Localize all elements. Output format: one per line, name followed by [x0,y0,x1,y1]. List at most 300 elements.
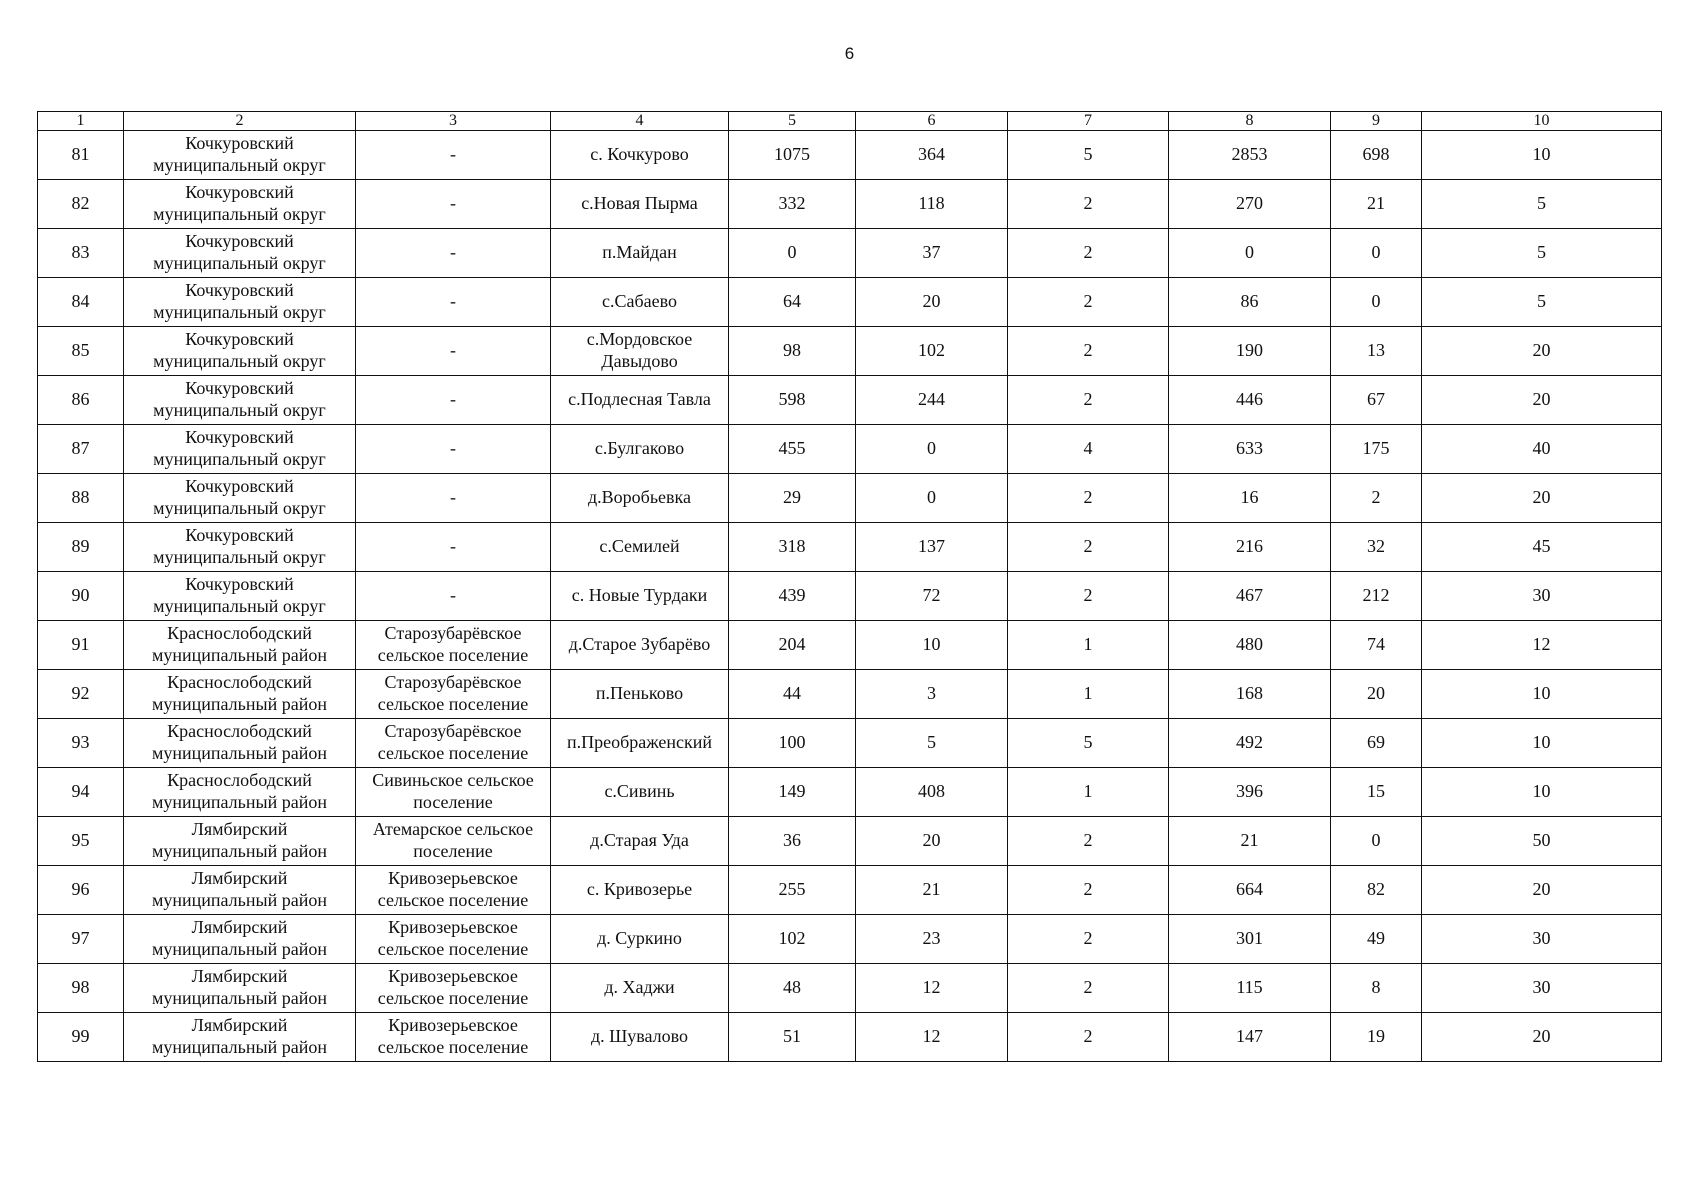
locality-cell [551,327,729,376]
value-cell-col10: 5 [1422,229,1662,278]
value-cell-col5: 318 [729,523,856,572]
settlement-cell-line-1: Старозубарёвское [384,721,522,742]
locality-cell [551,572,729,621]
municipality-cell-line-2: муниципальный округ [153,155,326,175]
municipality-cell-line-1: Лямбирский [191,917,288,938]
municipality-cell-line-1: Лямбирский [191,868,288,889]
value-cell-col10: 20 [1422,327,1662,376]
table-body [38,131,1662,1062]
value-cell-col7: 2 [1008,474,1169,523]
municipality-cell-line-2: муниципальный округ [153,449,326,469]
settlement-cell [356,327,551,376]
settlement-cell [356,621,551,670]
value-cell-col9: 698 [1331,131,1422,180]
row-number-cell: 91 [38,621,124,670]
row-number-cell: 83 [38,229,124,278]
value-cell-col8: 21 [1169,817,1331,866]
municipality-cell-line-2: муниципальный округ [153,204,326,224]
table-row [38,180,1662,229]
municipality-cell-line-2: муниципальный район [151,939,327,959]
settlement-cell [356,229,551,278]
settlement-cell-line-1: - [450,291,456,312]
municipality-cell-line-1: Кочкуровский [185,574,294,595]
settlement-cell-line-1: Кривозерьевское [388,917,518,938]
value-cell-col6: 12 [856,1013,1008,1062]
column-header: 3 [356,112,551,131]
municipality-cell [124,915,356,964]
value-cell-col7: 5 [1008,131,1169,180]
value-cell-col9: 2 [1331,474,1422,523]
value-cell-col10: 45 [1422,523,1662,572]
value-cell-col9: 32 [1331,523,1422,572]
value-cell-col5: 44 [729,670,856,719]
municipality-cell-line-1: Кочкуровский [185,280,294,301]
municipality-cell [124,1013,356,1062]
settlement-cell-line-1: - [450,487,456,508]
table-row [38,229,1662,278]
value-cell-col10: 30 [1422,964,1662,1013]
value-cell-col7: 5 [1008,719,1169,768]
table-row [38,915,1662,964]
value-cell-col9: 82 [1331,866,1422,915]
value-cell-col6: 23 [856,915,1008,964]
table-row [38,621,1662,670]
value-cell-col9: 0 [1331,278,1422,327]
table-row [38,131,1662,180]
locality-cell-line-1: с.Семилей [599,536,680,557]
row-number-cell: 95 [38,817,124,866]
settlement-cell-line-2: поселение [413,841,493,861]
column-header: 6 [856,112,1008,131]
value-cell-col8: 664 [1169,866,1331,915]
row-number-cell: 97 [38,915,124,964]
settlement-cell [356,817,551,866]
settlement-cell-line-1: - [450,193,456,214]
value-cell-col7: 2 [1008,180,1169,229]
table-row [38,327,1662,376]
settlement-cell-line-1: Кривозерьевское [388,868,518,889]
municipality-cell-line-1: Лямбирский [191,966,288,987]
value-cell-col10: 10 [1422,131,1662,180]
settlement-cell-line-1: - [450,585,456,606]
table-row [38,817,1662,866]
settlement-cell-line-1: Старозубарёвское [384,672,522,693]
municipality-cell-line-2: муниципальный округ [153,498,326,518]
table-row [38,523,1662,572]
page-number: 6 [844,44,855,63]
value-cell-col7: 2 [1008,327,1169,376]
value-cell-col5: 100 [729,719,856,768]
value-cell-col8: 115 [1169,964,1331,1013]
municipality-cell-line-2: муниципальный район [151,841,327,861]
municipality-cell-line-2: муниципальный округ [153,302,326,322]
municipality-cell [124,523,356,572]
locality-cell [551,376,729,425]
value-cell-col7: 2 [1008,376,1169,425]
locality-cell-line-1: п.Преображенский [566,732,713,753]
value-cell-col10: 20 [1422,474,1662,523]
municipality-cell-line-1: Краснослободский [167,672,312,693]
value-cell-col6: 408 [856,768,1008,817]
row-number-cell: 86 [38,376,124,425]
locality-cell-line-1: с. Новые Турдаки [571,585,708,606]
row-number-cell: 93 [38,719,124,768]
value-cell-col8: 168 [1169,670,1331,719]
table-row [38,425,1662,474]
settlement-cell-line-1: Сивиньское сельское [372,770,534,791]
value-cell-col8: 2853 [1169,131,1331,180]
value-cell-col8: 270 [1169,180,1331,229]
settlement-cell [356,523,551,572]
value-cell-col8: 86 [1169,278,1331,327]
value-cell-col9: 175 [1331,425,1422,474]
value-cell-col9: 13 [1331,327,1422,376]
value-cell-col8: 396 [1169,768,1331,817]
value-cell-col10: 30 [1422,915,1662,964]
value-cell-col5: 332 [729,180,856,229]
locality-cell [551,866,729,915]
value-cell-col9: 15 [1331,768,1422,817]
municipality-cell [124,866,356,915]
municipality-cell-line-1: Лямбирский [191,1015,288,1036]
table-row [38,719,1662,768]
value-cell-col10: 10 [1422,768,1662,817]
value-cell-col10: 20 [1422,866,1662,915]
row-number-cell: 89 [38,523,124,572]
column-header: 8 [1169,112,1331,131]
locality-cell [551,768,729,817]
locality-cell [551,474,729,523]
municipality-cell-line-1: Краснослободский [167,770,312,791]
municipality-cell [124,278,356,327]
row-number-cell: 92 [38,670,124,719]
municipality-cell [124,131,356,180]
value-cell-col6: 72 [856,572,1008,621]
locality-cell-line-1: п.Майдан [602,242,677,263]
value-cell-col5: 149 [729,768,856,817]
municipality-cell [124,474,356,523]
settlement-cell-line-2: сельское поселение [377,1037,529,1057]
locality-cell [551,131,729,180]
row-number-cell: 98 [38,964,124,1013]
value-cell-col6: 5 [856,719,1008,768]
locality-cell [551,817,729,866]
value-cell-col6: 10 [856,621,1008,670]
value-cell-col6: 37 [856,229,1008,278]
value-cell-col7: 2 [1008,964,1169,1013]
settlement-cell [356,768,551,817]
value-cell-col6: 364 [856,131,1008,180]
value-cell-col9: 21 [1331,180,1422,229]
settlement-cell [356,866,551,915]
settlement-cell-line-2: сельское поселение [377,645,529,665]
locality-cell-line-2: Давыдово [601,351,678,371]
value-cell-col7: 2 [1008,866,1169,915]
settlement-cell-line-2: сельское поселение [377,743,529,763]
municipality-cell-line-2: муниципальный район [151,645,327,665]
column-header: 10 [1422,112,1662,131]
locality-cell [551,964,729,1013]
value-cell-col5: 36 [729,817,856,866]
locality-cell-line-1: д. Хаджи [604,977,675,998]
locality-cell [551,915,729,964]
municipality-cell [124,768,356,817]
settlement-cell [356,572,551,621]
municipality-cell-line-2: муниципальный район [151,792,327,812]
row-number-cell: 94 [38,768,124,817]
value-cell-col7: 2 [1008,278,1169,327]
value-cell-col8: 147 [1169,1013,1331,1062]
value-cell-col7: 2 [1008,523,1169,572]
municipality-cell-line-1: Кочкуровский [185,427,294,448]
settlement-cell-line-1: - [450,144,456,165]
value-cell-col7: 2 [1008,817,1169,866]
value-cell-col7: 1 [1008,670,1169,719]
value-cell-col10: 10 [1422,670,1662,719]
data-table [37,111,1662,1062]
settlement-cell-line-2: сельское поселение [377,988,529,1008]
locality-cell [551,425,729,474]
value-cell-col6: 118 [856,180,1008,229]
row-number-cell: 90 [38,572,124,621]
settlement-cell-line-1: - [450,340,456,361]
value-cell-col8: 190 [1169,327,1331,376]
settlement-cell-line-2: сельское поселение [377,694,529,714]
value-cell-col5: 51 [729,1013,856,1062]
value-cell-col5: 48 [729,964,856,1013]
locality-cell [551,621,729,670]
municipality-cell-line-2: муниципальный район [151,1037,327,1057]
row-number-cell: 87 [38,425,124,474]
municipality-cell-line-1: Кочкуровский [185,525,294,546]
municipality-cell [124,670,356,719]
municipality-cell-line-1: Лямбирский [191,819,288,840]
settlement-cell [356,1013,551,1062]
value-cell-col8: 216 [1169,523,1331,572]
settlement-cell-line-1: Кривозерьевское [388,1015,518,1036]
value-cell-col5: 455 [729,425,856,474]
row-number-cell: 96 [38,866,124,915]
locality-cell-line-1: с.Новая Пырма [581,193,698,214]
table-row [38,376,1662,425]
value-cell-col7: 2 [1008,915,1169,964]
locality-cell-line-1: д.Старое Зубарёво [568,634,711,655]
value-cell-col5: 204 [729,621,856,670]
value-cell-col8: 480 [1169,621,1331,670]
table-row [38,670,1662,719]
value-cell-col5: 255 [729,866,856,915]
value-cell-col6: 21 [856,866,1008,915]
table-row [38,278,1662,327]
value-cell-col6: 0 [856,474,1008,523]
row-number-cell: 99 [38,1013,124,1062]
value-cell-col10: 5 [1422,180,1662,229]
locality-cell [551,180,729,229]
column-header: 1 [38,112,124,131]
municipality-cell-line-2: муниципальный район [151,743,327,763]
settlement-cell-line-1: - [450,536,456,557]
value-cell-col9: 67 [1331,376,1422,425]
row-number-cell: 82 [38,180,124,229]
column-header: 7 [1008,112,1169,131]
municipality-cell-line-2: муниципальный район [151,890,327,910]
settlement-cell [356,376,551,425]
column-header: 9 [1331,112,1422,131]
municipality-cell-line-1: Кочкуровский [185,329,294,350]
settlement-cell [356,670,551,719]
value-cell-col6: 0 [856,425,1008,474]
settlement-cell-line-1: Кривозерьевское [388,966,518,987]
value-cell-col9: 0 [1331,229,1422,278]
value-cell-col5: 439 [729,572,856,621]
column-header: 4 [551,112,729,131]
table-row [38,1013,1662,1062]
table-row [38,572,1662,621]
settlement-cell [356,278,551,327]
value-cell-col8: 16 [1169,474,1331,523]
value-cell-col10: 20 [1422,376,1662,425]
column-header: 5 [729,112,856,131]
municipality-cell-line-2: муниципальный округ [153,596,326,616]
settlement-cell-line-2: сельское поселение [377,890,529,910]
value-cell-col8: 467 [1169,572,1331,621]
locality-cell [551,523,729,572]
municipality-cell [124,229,356,278]
municipality-cell-line-2: муниципальный округ [153,547,326,567]
locality-cell [551,278,729,327]
value-cell-col10: 30 [1422,572,1662,621]
value-cell-col8: 301 [1169,915,1331,964]
settlement-cell [356,964,551,1013]
value-cell-col9: 19 [1331,1013,1422,1062]
settlement-cell [356,425,551,474]
municipality-cell-line-1: Краснослободский [167,721,312,742]
value-cell-col10: 40 [1422,425,1662,474]
value-cell-col6: 12 [856,964,1008,1013]
municipality-cell-line-2: муниципальный округ [153,400,326,420]
value-cell-col6: 3 [856,670,1008,719]
value-cell-col9: 20 [1331,670,1422,719]
locality-cell [551,719,729,768]
municipality-cell [124,376,356,425]
value-cell-col10: 20 [1422,1013,1662,1062]
municipality-cell [124,719,356,768]
table-header [38,112,1662,131]
locality-cell-line-1: с. Кривозерье [586,879,693,900]
value-cell-col9: 69 [1331,719,1422,768]
municipality-cell [124,327,356,376]
settlement-cell-line-2: сельское поселение [377,939,529,959]
value-cell-col9: 212 [1331,572,1422,621]
municipality-cell-line-2: муниципальный округ [153,351,326,371]
value-cell-col5: 29 [729,474,856,523]
settlement-cell-line-1: - [450,242,456,263]
locality-cell-line-1: с.Булгаково [594,438,685,459]
municipality-cell-line-1: Кочкуровский [185,231,294,252]
row-number-cell: 88 [38,474,124,523]
locality-cell-line-1: с. Кочкурово [590,144,689,165]
locality-cell-line-1: п.Пеньково [595,683,684,704]
value-cell-col10: 50 [1422,817,1662,866]
table-row [38,474,1662,523]
municipality-cell-line-1: Кочкуровский [185,476,294,497]
municipality-cell-line-1: Кочкуровский [185,182,294,203]
value-cell-col8: 633 [1169,425,1331,474]
value-cell-col5: 102 [729,915,856,964]
settlement-cell [356,719,551,768]
settlement-cell-line-1: Атемарское сельское [372,819,534,840]
value-cell-col10: 10 [1422,719,1662,768]
value-cell-col9: 0 [1331,817,1422,866]
municipality-cell-line-2: муниципальный округ [153,253,326,273]
column-header: 2 [124,112,356,131]
value-cell-col5: 98 [729,327,856,376]
value-cell-col5: 598 [729,376,856,425]
municipality-cell [124,817,356,866]
locality-cell-line-1: с.Сивинь [604,781,675,802]
settlement-cell [356,915,551,964]
table-row [38,866,1662,915]
value-cell-col10: 12 [1422,621,1662,670]
value-cell-col6: 102 [856,327,1008,376]
value-cell-col10: 5 [1422,278,1662,327]
settlement-cell-line-1: - [450,389,456,410]
value-cell-col9: 8 [1331,964,1422,1013]
municipality-cell-line-2: муниципальный район [151,988,327,1008]
value-cell-col7: 2 [1008,1013,1169,1062]
value-cell-col8: 0 [1169,229,1331,278]
settlement-cell-line-1: Старозубарёвское [384,623,522,644]
row-number-cell: 81 [38,131,124,180]
municipality-cell [124,572,356,621]
settlement-cell [356,474,551,523]
value-cell-col7: 2 [1008,229,1169,278]
value-cell-col5: 0 [729,229,856,278]
municipality-cell [124,964,356,1013]
municipality-cell-line-2: муниципальный район [151,694,327,714]
municipality-cell-line-1: Кочкуровский [185,378,294,399]
value-cell-col7: 2 [1008,572,1169,621]
locality-cell-line-1: д. Суркино [597,928,682,949]
value-cell-col6: 137 [856,523,1008,572]
locality-cell [551,229,729,278]
municipality-cell [124,180,356,229]
locality-cell [551,1013,729,1062]
value-cell-col8: 446 [1169,376,1331,425]
value-cell-col7: 1 [1008,621,1169,670]
municipality-cell-line-1: Кочкуровский [185,133,294,154]
value-cell-col8: 492 [1169,719,1331,768]
table-row [38,964,1662,1013]
municipality-cell [124,425,356,474]
locality-cell-line-1: с.Сабаево [602,291,677,312]
municipality-cell [124,621,356,670]
settlement-cell [356,131,551,180]
value-cell-col6: 244 [856,376,1008,425]
locality-cell-line-1: д.Старая Уда [590,830,689,851]
value-cell-col5: 1075 [729,131,856,180]
value-cell-col6: 20 [856,817,1008,866]
value-cell-col9: 74 [1331,621,1422,670]
table-row [38,768,1662,817]
locality-cell-line-1: с.Подлесная Тавла [568,389,711,410]
settlement-cell-line-2: поселение [413,792,493,812]
value-cell-col7: 1 [1008,768,1169,817]
row-number-cell: 84 [38,278,124,327]
header-row [38,112,1662,131]
value-cell-col9: 49 [1331,915,1422,964]
locality-cell-line-1: с.Мордовское [586,329,693,350]
